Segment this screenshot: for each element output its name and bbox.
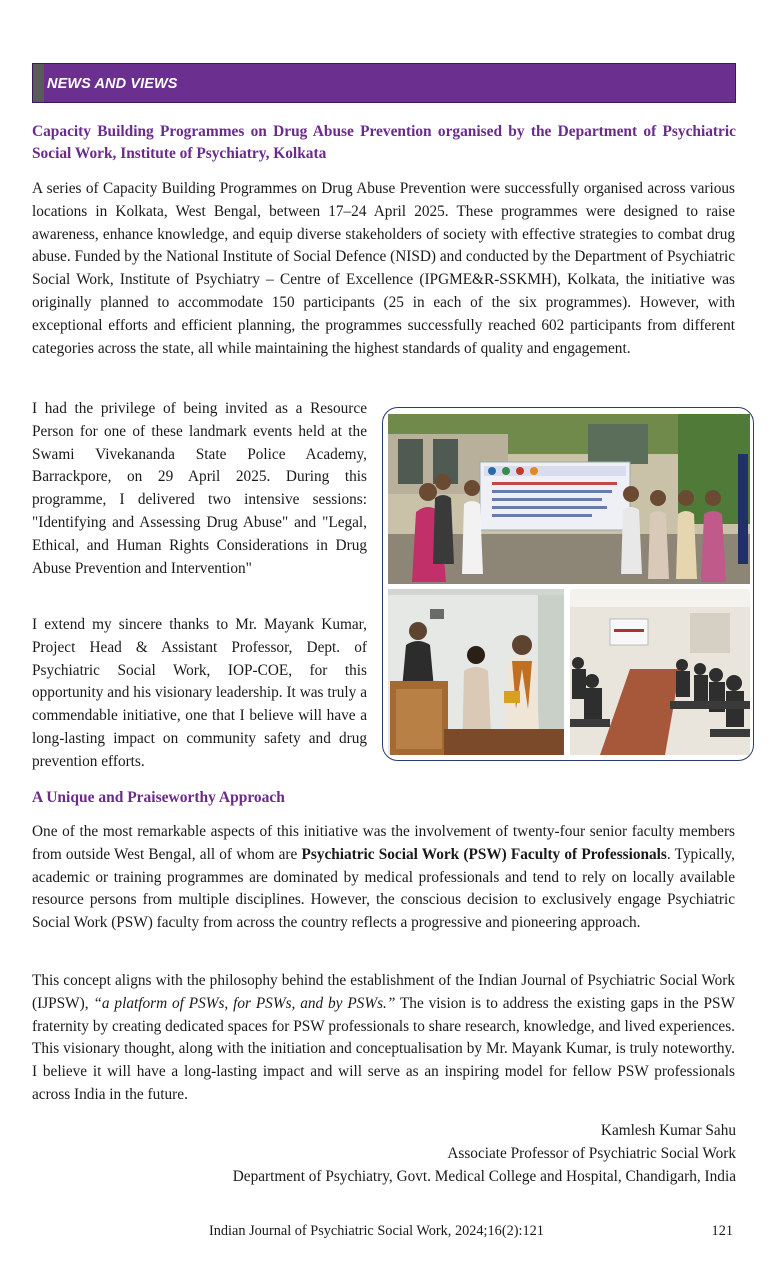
privilege-paragraph: I had the privilege of being invited as a Resource Person for one of these landmark events held at the Swami Vivekananda State Police Academy, Barrackpore, on 29 April 2025. During this programme, I delivered two intensive sessions: "Identifying and Assessing Drug Abuse" and "Legal, Ethical, and Human Rights Considerations in Drug Abuse Prevention and Intervention" [32, 400, 367, 577]
approach-paragraph [32, 821, 735, 935]
section-subheading: A Unique and Praiseworthy Approach [32, 789, 285, 806]
intro-paragraph: A series of Capacity Building Programmes on Drug Abuse Prevention were successfully organised across various locations in Kolkata, West Bengal, between 17–24 April 2025. These programmes were designed to raise awareness, enhance knowledge, and equip diverse stakeholders of society with effective strategies to combat drug abuse. Funded by the National Institute of Social Defence (NISD) and conducted by the Department of Psychiatric Social Work, Institute of Psychiatry – Centre of Excellence (IPGME&R-SSKMH), Kolkata, the initiative was originally planned to accommodate 150 participants (25 in each of the six programmes). However, with exceptional efforts and efficient planning, the programmes successfully reached 602 participants from different categories across the state, all while maintaining the highest standards of quality and engagement. [32, 180, 735, 357]
section-label: NEWS AND VIEWS [47, 76, 178, 92]
section-banner [32, 63, 736, 103]
author-affiliation: Department of Psychiatry, Govt. Medical College and Hospital, Chandigarh, India [232, 1168, 736, 1185]
page-number: 121 [711, 1223, 733, 1239]
author-name: Kamlesh Kumar Sahu [600, 1122, 736, 1139]
concept-text-2: The vision is to address the existing gaps in the PSW fraternity by creating dedicated spaces for PSW professionals to share research, knowledge, and lived experiences. This visionary thought, along with the initiation and conceptualisation by Mr. Mayank Kumar, is truly noteworthy. I believe it will have a long-lasting impact and will serve as an inspiring model for fellow PSW professionals across India in the future. [32, 994, 736, 1103]
author-position: Associate Professor of Psychiatric Social Work [447, 1145, 736, 1162]
concept-quote: “a platform of PSWs, for PSWs, and by PSWs.” [93, 994, 396, 1012]
group-photo [388, 414, 750, 584]
photo-collage [382, 407, 754, 761]
approach-text-2: . Typically, academic or training programmes are dominated by medical professionals and tend to rely on locally available resource persons from multiple disciplines. However, the conscious decision to exclusively engage Psychiatric Social Work (PSW) faculty from across the country reflects a progressive and pioneering approach. [32, 845, 735, 932]
approach-text-1: One of the most remarkable aspects of this initiative was the involvement of twenty-four senior faculty members from outside West Bengal, all of whom are [32, 823, 735, 863]
banner-marker [33, 64, 44, 102]
thanks-paragraph: I extend my sincere thanks to Mr. Mayank Kumar, Project Head & Assistant Professor, Dept. of Psychiatric Social Work, IOP-COE, for this opportunity and his visionary leadership. It was truly a commendable initiative, one that I believe will have a long-lasting impact on community safety and drug prevention efforts. [32, 616, 367, 770]
audience-photo [570, 589, 750, 755]
concept-text-1: This concept aligns with the philosophy behind the establishment of the Indian Journal of Psychiatric Social Work (IJPSW), [32, 972, 735, 1012]
speaker-photo [388, 589, 564, 755]
approach-bold-text: Psychiatric Social Work (PSW) Faculty of Professionals [301, 845, 667, 863]
concept-paragraph [32, 970, 735, 1107]
journal-citation: Indian Journal of Psychiatric Social Work, 2024;16(2):121 [209, 1223, 544, 1239]
article-title: Capacity Building Programmes on Drug Abuse Prevention organised by the Department of Psychiatric Social Work, Institute of Psychiatry, Kolkata [32, 123, 736, 162]
